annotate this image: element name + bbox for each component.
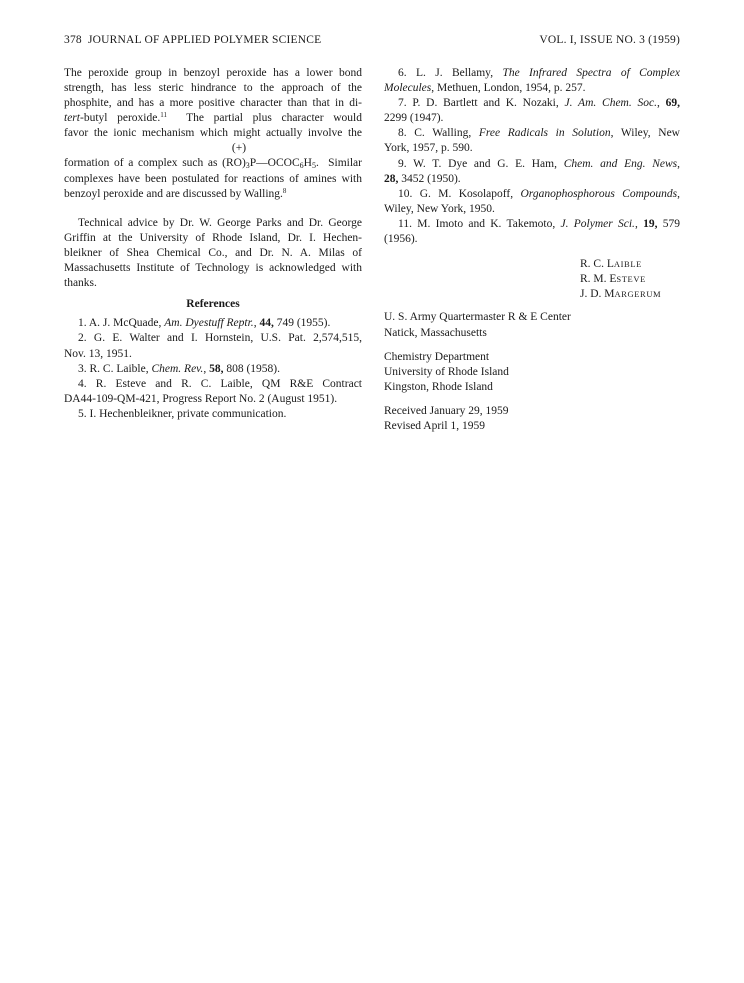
acknowledgment-paragraph	[64, 216, 362, 291]
text-line: favor the ionic mechanism which might actually involve the	[64, 127, 362, 140]
text-span: P—OCOC	[249, 157, 300, 170]
address-line: Kingston, Rhode Island	[384, 380, 493, 393]
text-span: 8. C. Walling,	[398, 127, 479, 140]
text-span: J. D. M	[580, 288, 615, 301]
affiliation-quartermaster	[384, 310, 680, 340]
text-span: benzoyl peroxide and are discussed by Walling.	[64, 187, 283, 200]
text-span: formation of a complex such as (RO)	[64, 157, 246, 170]
text-span: 808 (1958).	[223, 362, 280, 375]
running-head-right: VOL. I, ISSUE NO. 3 (1959)	[539, 34, 680, 46]
paragraph-gap	[64, 202, 362, 216]
volume-number: 19,	[643, 217, 658, 230]
book-title: Organophosphorous Compounds	[520, 187, 678, 200]
text-span: ,	[203, 362, 210, 375]
text-span: , Methuen, London, 1954, p. 257.	[431, 82, 586, 95]
text-span: 10. G. M. Kosolapoff,	[398, 187, 521, 200]
author-name	[580, 287, 680, 302]
text-span: 3. R. C. Laible,	[78, 362, 152, 375]
reference-item	[384, 187, 680, 202]
running-head-left: 378 JOURNAL OF APPLIED POLYMER SCIENCE	[64, 34, 322, 46]
reference-item-cont	[384, 81, 680, 96]
reference-list-left	[64, 316, 362, 422]
text-span: 9. W. T. Dye and G. E. Ham,	[398, 157, 564, 170]
reference-item-cont: (1956).	[384, 233, 418, 246]
left-column	[64, 66, 362, 422]
text-line: Technical advice by Dr. W. George Parks and Dr. George	[78, 216, 362, 229]
text-span: 749 (1955).	[273, 317, 331, 330]
text-span: 1. A. J. McQuade,	[78, 317, 165, 330]
affiliation-uri	[384, 350, 680, 395]
reference-list-right	[384, 66, 680, 247]
reference-item	[384, 96, 680, 111]
text-span: R. M. E	[580, 273, 617, 286]
small-caps-text: AIBLE	[613, 259, 642, 270]
right-column	[384, 66, 680, 443]
text-span: . Similar	[315, 157, 362, 170]
subscript: 5	[311, 161, 316, 171]
journal-title: Chem. Rev.	[151, 362, 204, 375]
volume-number: 58,	[209, 362, 224, 375]
reference-item-cont: DA44-109-QM-421, Progress Report No. 2 (August 1951).	[64, 392, 338, 405]
reference-item: 4. R. Esteve and R. C. Laible, QM R&E Contract	[78, 377, 362, 390]
reference-item: 5. I. Hechenbleikner, private communication.	[78, 407, 287, 420]
references-heading: References	[186, 298, 240, 311]
text-span: H	[303, 157, 312, 170]
subscript: 3	[245, 161, 250, 171]
author-name	[580, 257, 680, 272]
reference-item: 2. G. E. Walter and I. Hornstein, U.S. Pat. 2,574,515,	[78, 332, 362, 345]
text-span: 11. M. Imoto and K. Takemoto,	[398, 217, 561, 230]
citation-superscript: 8	[282, 186, 287, 195]
received-date: Received January 29, 1959	[384, 404, 509, 417]
text-line: bleikner of Shea Chemical Co., and Dr. N. A. Milas of	[64, 246, 362, 259]
reference-item	[64, 362, 362, 377]
text-span: ,	[677, 187, 680, 200]
book-title: Molecules	[384, 82, 432, 95]
text-span: R. C. L	[580, 258, 614, 271]
small-caps-text: ARGERUM	[614, 289, 662, 300]
reference-item	[384, 157, 680, 172]
volume-number: 28,	[384, 172, 399, 185]
reference-item	[64, 316, 362, 331]
reference-item-cont: 2299 (1947).	[384, 112, 444, 125]
reference-item-cont: York, 1957, p. 590.	[384, 142, 473, 155]
text-span: -butyl peroxide.	[79, 112, 161, 125]
journal-title: J. Polymer Sci.	[560, 217, 635, 230]
volume-number: 44,	[259, 317, 274, 330]
address-line: Chemistry Department	[384, 350, 490, 363]
address-line: U. S. Army Quartermaster R & E Center	[384, 311, 571, 324]
text-span: The partial plus character would	[166, 112, 362, 125]
reference-item-cont	[384, 172, 680, 187]
body-paragraph-1	[64, 66, 362, 202]
revised-date: Revised April 1, 1959	[384, 419, 485, 432]
book-title: The Infrared Spectra of Complex	[502, 67, 681, 79]
reference-item	[384, 66, 680, 81]
affiliation-block	[384, 310, 680, 434]
text-span: ,	[253, 317, 260, 330]
reference-item-cont: Nov. 13, 1951.	[64, 347, 132, 360]
book-title: Free Radicals in Solution	[478, 127, 611, 140]
text-line: strength, has less steric hindrance to the approach of the	[64, 82, 362, 95]
received-dates	[384, 404, 680, 434]
text-line	[64, 111, 362, 126]
partial-plus-charge: (+)	[231, 142, 247, 155]
text-line	[64, 156, 362, 171]
text-line	[64, 187, 362, 202]
text-line: Griffin at the University of Rhode Island, Dr. I. Hechen-	[64, 231, 362, 244]
author-name	[580, 272, 680, 287]
text-span: ,	[677, 157, 680, 170]
text-span: 3452 (1950).	[398, 172, 461, 185]
text-line: thanks.	[64, 277, 97, 290]
journal-title: Chem. and Eng. News	[563, 157, 678, 170]
author-block	[384, 257, 680, 302]
address-line: Natick, Massachusetts	[384, 326, 487, 339]
text-line: The peroxide group in benzoyl peroxide has a lower bond	[64, 67, 362, 79]
text-span: 6. L. J. Bellamy,	[398, 67, 503, 79]
citation-superscript: 11	[160, 111, 167, 120]
text-span: 7. P. D. Bartlett and K. Nozaki,	[398, 97, 565, 110]
reference-item	[384, 217, 680, 232]
text-span: ,	[656, 97, 666, 110]
reference-item	[384, 126, 680, 141]
address-line: University of Rhode Island	[384, 365, 509, 378]
reference-item-cont: Wiley, New York, 1950.	[384, 202, 495, 215]
subscript: 6	[299, 161, 304, 171]
text-span: , Wiley, New	[610, 127, 680, 140]
small-caps-text: STEVE	[616, 274, 646, 285]
text-span: 579	[657, 217, 681, 230]
journal-title: J. Am. Chem. Soc.	[564, 97, 657, 110]
text-line: Massachusetts Institute of Technology is acknowledged with	[64, 262, 362, 275]
journal-title: Am. Dyestuff Reptr.	[164, 317, 254, 330]
text-line: complexes have been postulated for reactions of amines with	[64, 172, 362, 185]
italic-text: tert	[64, 112, 80, 125]
text-line: phosphite, and has a more positive character than that in di-	[64, 97, 362, 110]
volume-number: 69,	[665, 97, 680, 110]
text-span: ,	[634, 217, 644, 230]
